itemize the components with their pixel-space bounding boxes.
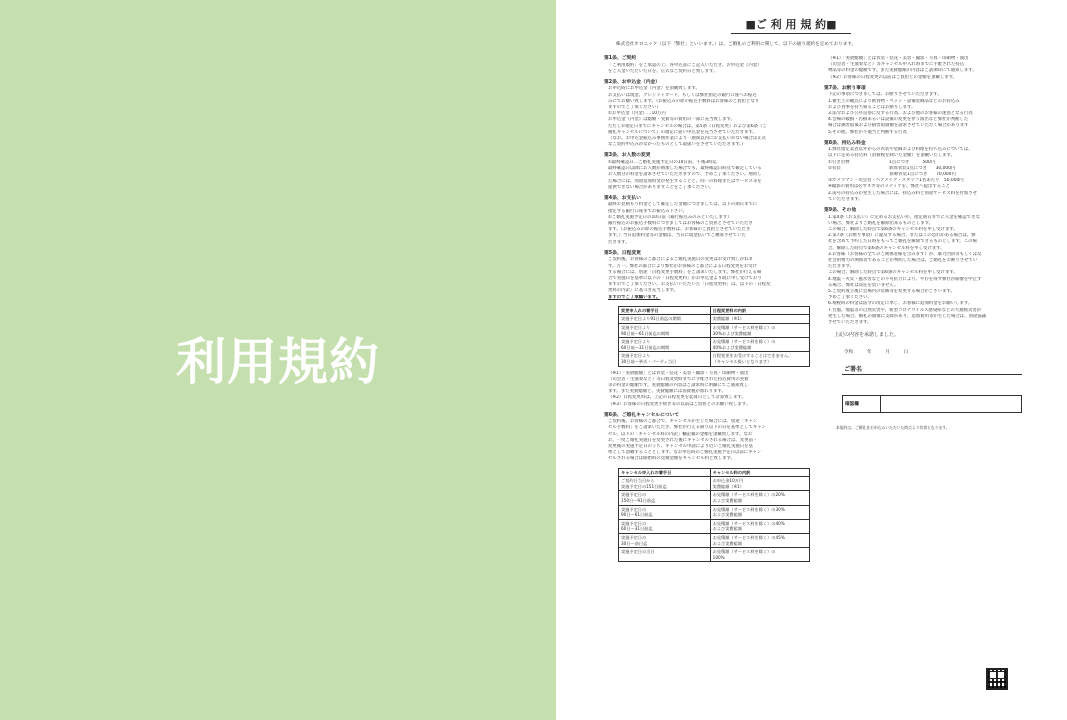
section-title: 第5条、日程変更 xyxy=(604,250,641,256)
section-line: お人数分の料金を請求させていただきますので、予めご了承ください。増員し xyxy=(608,172,762,178)
section-line: 指定する銀行口座までお振込み下さい。 xyxy=(608,208,688,214)
section-line: （なお、お申込金振込み事務作業により一週間以内にお支払いがない場合は正式 xyxy=(608,136,767,142)
section-body xyxy=(824,92,1024,135)
section-title: 第9条、その他 xyxy=(824,208,857,214)
date-change-notes xyxy=(604,371,819,408)
section-line: 2.前号の持込みが発生した場合には、持込み料と別途サービス料を付加させ xyxy=(828,190,978,196)
page-title: 利用規約 xyxy=(176,333,380,391)
section-line: 以下に定める持込料（消費税を除いた金額）を頂戴いたします。 xyxy=(828,153,955,159)
table-cell: 実施予定日の 60日〜31日前迄 xyxy=(619,519,711,533)
confirmation-box xyxy=(842,395,1022,413)
section-line: をご入金いただいた日を、正式なご契約日と致します。 xyxy=(608,68,718,74)
section-line: 4.会場の破損・汚損あるいは設備の変更を伴う演出など弊社が判断した xyxy=(828,117,969,123)
terms-document xyxy=(556,0,1067,720)
table-row xyxy=(619,491,810,505)
table-cell: お見積額（サービス料を除く）の 30%および実費総額 xyxy=(710,323,809,337)
section-line: させていただきます。 xyxy=(828,320,872,326)
section-line: ただきます。 xyxy=(828,264,854,270)
terms-section-r4 xyxy=(824,208,1024,326)
table-cell: 日程変更をお受けすることはできません。 （キャンセル扱いとなります） xyxy=(710,352,809,366)
signature-label: ご署名 xyxy=(844,365,863,373)
table-cell: お見積額（サービス料を除く）の45% および実費総額 xyxy=(710,534,809,548)
section-line: ます。）当日追加料金等の金額は、当日に現金払いでご精算させていた xyxy=(608,233,746,239)
table-row xyxy=(619,548,810,562)
section-line: みにてお願い致します。（お振込みの際の振込手数料はお客様のご負担となり xyxy=(608,98,760,104)
section-line: （※1）「実費総額」とは衣装・装花・美容・撮影・写真・印刷物・演出 xyxy=(828,56,969,61)
section-line: 4.地震・火災・風水害などの不可抗力により、やむを得ず弊社が開催を中止す xyxy=(828,276,982,282)
section-line: セル、以下の「キャンセル料の内訳」欄記載の金額を頂戴致します。なお xyxy=(608,431,753,437)
date-row: 令和 年 月 日 xyxy=(844,350,909,356)
section-line: ①引き出物 1点につき 500円 xyxy=(828,159,936,165)
section-line: 場合は損害賠償および損害賠償額を請求させていただく場合があります xyxy=(828,123,969,129)
section-line: 婚礼キャンセルについて）の規定に従い申込金を充当させていただきます。 xyxy=(608,129,757,135)
section-line: お申込金（内金）は総額・実費等の費用の一部に充当致します。 xyxy=(608,117,735,123)
section-line: い場合、弊社よりご婚礼を解除出来るものとします。 xyxy=(828,220,934,226)
section-line: 5.ご契約成立後に会場内の装飾等を変更する場合がございます。 xyxy=(828,289,955,294)
section-line: ただし①指定日までにキャンセルの場合は、第5条（日程変更）および第6条（ご xyxy=(608,123,767,129)
terms-section-r3 xyxy=(824,141,1024,203)
section-line: 合、解除した時点で第6条のキャンセル料を申し受けます。 xyxy=(828,245,945,251)
cancellation-fee-table xyxy=(618,468,810,563)
table-cell: 実施予定日より 30日前〜挙式・パーティ当日 xyxy=(619,352,711,366)
section-emphasis: ますのでご了承願います。 xyxy=(608,294,661,300)
terms-section-2 xyxy=(604,80,819,149)
section-line: 更料の内訳」に基づき充当します。 xyxy=(608,288,678,294)
signature-block xyxy=(824,332,1024,431)
section-body xyxy=(824,56,1024,81)
section-line: ②衣装 新郎衣装1点につき 30,000円 xyxy=(828,165,956,171)
section-body xyxy=(604,63,819,75)
confirmation-label: 確認欄 xyxy=(843,396,881,412)
section-line: この場合、解除した時点で第6条のキャンセル料を申し受けます。 xyxy=(828,270,958,276)
table-cell: 実施予定日の 30日〜前日迄 xyxy=(619,534,711,548)
table-row xyxy=(619,505,810,519)
note-line: （司会者・生演奏など）等日程変更時までに手配された持込費用の実費 xyxy=(608,376,749,382)
table-cell: お見積額（サービス料を除く）の 40%および実費総額 xyxy=(710,338,809,352)
table-cell: お見積額（サービス料を除く）の30% および実費総額 xyxy=(710,505,809,519)
section-line: お、一度ご婚礼実施日を変更された後にキャンセルされる場合は、変更前・ xyxy=(608,437,758,443)
table-header-cell: 変更申入れの着手日 xyxy=(619,306,711,315)
section-line: ①最終確認日…ご婚礼実施予定日の10日前、午後3時迄 xyxy=(608,159,717,165)
section-body xyxy=(604,257,819,300)
section-line: 提供できない場合がありますことをご了承ください。 xyxy=(608,184,714,190)
section-line: 銀行振込のお振込手数料につきましてはお客様のご負担とさせていただき xyxy=(608,221,753,227)
signature-line xyxy=(842,374,1022,375)
table-row xyxy=(619,352,810,366)
terms-section-r1 xyxy=(824,56,1024,81)
section-line: セルされる場合は開始時の見積金額をキャンセル料と致します。 xyxy=(608,456,735,462)
section-title: 第2条、お申込金（内金） xyxy=(604,79,661,85)
section-line: ますのでご了承ください。お支払いいただいた「日程変更料」は、以下の「日程変 xyxy=(608,282,771,288)
section-line: なご契約申込みがなかったものとして取扱いをさせていただきます。） xyxy=(608,142,746,148)
note-line: （※1）「実費総額」とは衣装・装花・美容・撮影・写真・印刷物・演出 xyxy=(608,370,749,376)
note-line: （※3）お客様の日程変更手続き等の以前はご負担とのお願い致します。 xyxy=(608,401,751,407)
section-line: 最終お見積もり料金として確定した金額につきましては、以下の期日までに xyxy=(608,202,758,208)
section-title: 第7条、お断り事項 xyxy=(824,85,866,91)
section-line: （※2）お客様の日程変更の以前はご負担との金額を頂戴します。 xyxy=(828,74,958,80)
table-cell: 実施予定日より91日前迄の期間 xyxy=(619,315,711,324)
section-title: 第3条、お人数の変更 xyxy=(604,153,651,159)
section-line: 準として頂戴することとします。なお申込時のご婚礼実施予定日以前にキャン xyxy=(608,450,762,456)
section-line: 1.第4条（お支払い）に定めるお支払いが、指定期日までに入金を確認できな xyxy=(828,214,980,220)
section-body xyxy=(824,147,1024,203)
section-body xyxy=(824,215,1024,327)
left-column xyxy=(604,56,819,566)
footnote: 本規約は、ご婚礼をお申込みいただいた時点より有効となります。 xyxy=(836,424,950,430)
title-underline xyxy=(731,33,851,34)
section-line: 3.お客様（お客様の全てのご関係者様を含みます）が、暴力団員等もしくは反 xyxy=(828,251,982,257)
table-header-cell: 日程変更料の内訳 xyxy=(710,306,809,315)
table-cell: 実施予定日より 90日前〜61日前迄の期間 xyxy=(619,323,711,337)
section-line: 3.法令および公序良俗に反する行為、および他のお客様の迷惑となる行為 xyxy=(828,110,973,116)
section-line: 社会的勢力の関係者であることが判明した場合は、ご婚礼をお断りさせてい xyxy=(828,257,978,263)
section-line: 7.台風、地震等の自然災害や、新型コロナウイルス感染症などの大規模災害が xyxy=(828,307,982,313)
table-cell: 実施予定日の 90日〜61日前迄 xyxy=(619,505,711,519)
terms-section-4 xyxy=(604,196,819,246)
table-cell: 実施予定日の当日 xyxy=(619,548,711,562)
section-line: する場合には、別途「日程変更手数料」をご請求いたします。弊社が行える場 xyxy=(608,269,762,275)
table-cell: 実施予定日の 150日〜91日前迄 xyxy=(619,491,711,505)
table-row xyxy=(619,519,810,533)
section-line: 発生した場合、婚礼の開催に支障があり、追加費用等が生じた場合は、別途協議 xyxy=(828,313,987,319)
section-line: 2.第7条（お断り事項）に違反する場合、またはこの恐れがある場合は、弊 xyxy=(828,233,976,239)
section-line: 「ご利用規約」をご承認の上、各申込書にご記入いただき、お申込金（内金） xyxy=(608,62,762,68)
section-line: だきます。 xyxy=(608,239,630,245)
section-line: た場合には、別途追加料金が発生することと、同一の料理またはサービス等を xyxy=(608,178,762,184)
section-body xyxy=(604,202,819,245)
table-cell: お申込金10万円 実費総額（※1） xyxy=(710,477,809,491)
document-title: ■ご 利 用 規 約■ xyxy=(745,18,837,31)
section-line: 1.弊社指定業者以外からの衣装や装飾および料理を持ち込みについては、 xyxy=(828,147,973,153)
terms-section-6 xyxy=(604,413,819,463)
section-line: ご契約後、お客様のご都合で、キャンセルが生じた場合には、別途「キャン xyxy=(608,419,758,425)
section-title: 第1条、ご契約 xyxy=(604,56,637,61)
document-preview xyxy=(556,0,1067,720)
note-line: （※2）日程変更料は、上記の日程変更を起算日として計算致します。 xyxy=(608,395,746,401)
section-line: 合で実施日を基準に以下の「日程変更料」がお申込金より既に申し受けており xyxy=(608,275,762,281)
section-line: 変更後の実施予定日のうち、キャンセル申請により近いご婚礼実施日を基 xyxy=(608,444,753,450)
table-row xyxy=(619,477,810,491)
document-intro: 株式会社ホロニック（以下「弊社」といいます。）は、ご婚礼のご利用に関して、以下の通り規約を定めております。 xyxy=(616,42,857,47)
section-line: ①ご婚礼実施予定日の10日前（銀行振込みのみといたします） xyxy=(608,214,732,220)
section-line: ④撮影の費用は必ずネガ等のメディアを、弊社へ提出すること xyxy=(828,184,950,190)
table-row xyxy=(619,323,810,337)
section-line: 予めご了承ください。 xyxy=(828,295,872,301)
table-header-cell: キャンセル申入れの着手日 xyxy=(619,468,711,477)
section-line: 5.その他、弊社が不適当と判断する行為 xyxy=(828,129,907,135)
qr-code-icon xyxy=(986,668,1008,690)
section-line: 6.増税時の料金は法令の改定に準じ、お客様に追加料金をお願いします。 xyxy=(828,301,973,307)
note-line: 等の料金の総額です。実費総額の内容はご請求時に明細にてご通知致し xyxy=(608,382,749,388)
section-line: ご契約後、お客様のご都合によるご婚礼実施日の変更はお受け致しかねま xyxy=(608,257,753,263)
agreement-text: 上記の内容を承諾しました。 xyxy=(834,332,900,339)
table-cell: ご契約日当日から 実施予定日の151日前迄 xyxy=(619,477,711,491)
section-line: 新婦衣装1点につき 70,000円 xyxy=(828,172,956,178)
section-body xyxy=(604,86,819,148)
note-line: ます。また実費総額と、実費総額には消費税が加わります。 xyxy=(608,389,726,395)
section-line: お申込時にお申込金（内金）を頂戴致します。 xyxy=(608,86,700,92)
section-title: 第6条、ご婚礼キャンセルについて xyxy=(604,412,680,418)
terms-section-1 xyxy=(604,56,819,75)
section-line: ていただきます。 xyxy=(828,196,863,202)
terms-section-r2 xyxy=(824,86,1024,136)
section-line: お支払いは現金、クレジットカード、もしくは弊社指定の銀行口座へお振込 xyxy=(608,92,757,98)
table-cell: 実施予定日より 60日前〜31日前迄の期間 xyxy=(619,338,711,352)
section-line: ③カメラマン・司会者・ヘアメイク・スタッフ1名あたり 50,000円 xyxy=(828,178,964,184)
terms-section-5 xyxy=(604,251,819,301)
table-cell: お見積額（サービス料を除く）の40% および実費総額 xyxy=(710,519,809,533)
section-line: 物品等の料金の総額です。また実費総額の内容はご請求時にて通知します。 xyxy=(828,68,977,74)
table-header-cell: キャンセル料の内訳 xyxy=(710,468,809,477)
section-line: 最終確認日以降にお人数が増加した場合でも、最終確認日時点で確定している xyxy=(608,166,762,172)
table-cell: 実費総額（※1） xyxy=(710,315,809,324)
section-line: （司会者・生演奏など）等キャンセル申入れ時までに手配された持込 xyxy=(828,62,965,68)
section-title: 第4条、お支払い xyxy=(604,195,641,201)
section-line: 1.衛生上の観点により飲食物・ペット・設備装飾品などのお持込み xyxy=(828,98,960,104)
date-change-fee-table xyxy=(618,306,810,367)
table-row xyxy=(619,338,810,352)
section-line: 下記の事項につきましては、お断りさせていただきます。 xyxy=(828,92,942,98)
section-line: ますのでご了承ください） xyxy=(608,105,661,111)
table-row xyxy=(619,534,810,548)
section-line: ①お申込金（内金）…10万円 xyxy=(608,111,666,117)
section-line: る場合、弊社は責任を負いません。 xyxy=(828,282,899,288)
terms-section-3 xyxy=(604,153,819,191)
section-line: この場合、解除した時点で第6条のキャンセル料を申し受けます。 xyxy=(828,226,958,232)
section-title: 第8条、持込み料金 xyxy=(824,140,866,146)
section-line: す。万一、弊社の都合により弊社がお客様のご都合による日程変更をお受け xyxy=(608,263,757,269)
section-body xyxy=(604,419,819,462)
table-cell: お見積額（サービス料を除く）の 100% xyxy=(710,548,809,562)
table-row xyxy=(619,315,810,324)
right-column xyxy=(824,56,1024,431)
section-line: ます。（お振込みの際の振込手数料は、お客様のご負担とさせていただき xyxy=(608,227,751,233)
section-line: 社を含めて予約した日時をもってご婚礼を解除できるものとします。この場 xyxy=(828,239,977,245)
section-line: セル手数料」をご請求いただき、弊社が行える限り以下の日を基準としてキャン xyxy=(608,425,766,431)
section-line: および食事を持ち帰ることはお断りします。 xyxy=(828,104,916,110)
table-cell: お見積額（サービス料を除く）の20% および実費総額 xyxy=(710,491,809,505)
section-body xyxy=(604,160,819,191)
